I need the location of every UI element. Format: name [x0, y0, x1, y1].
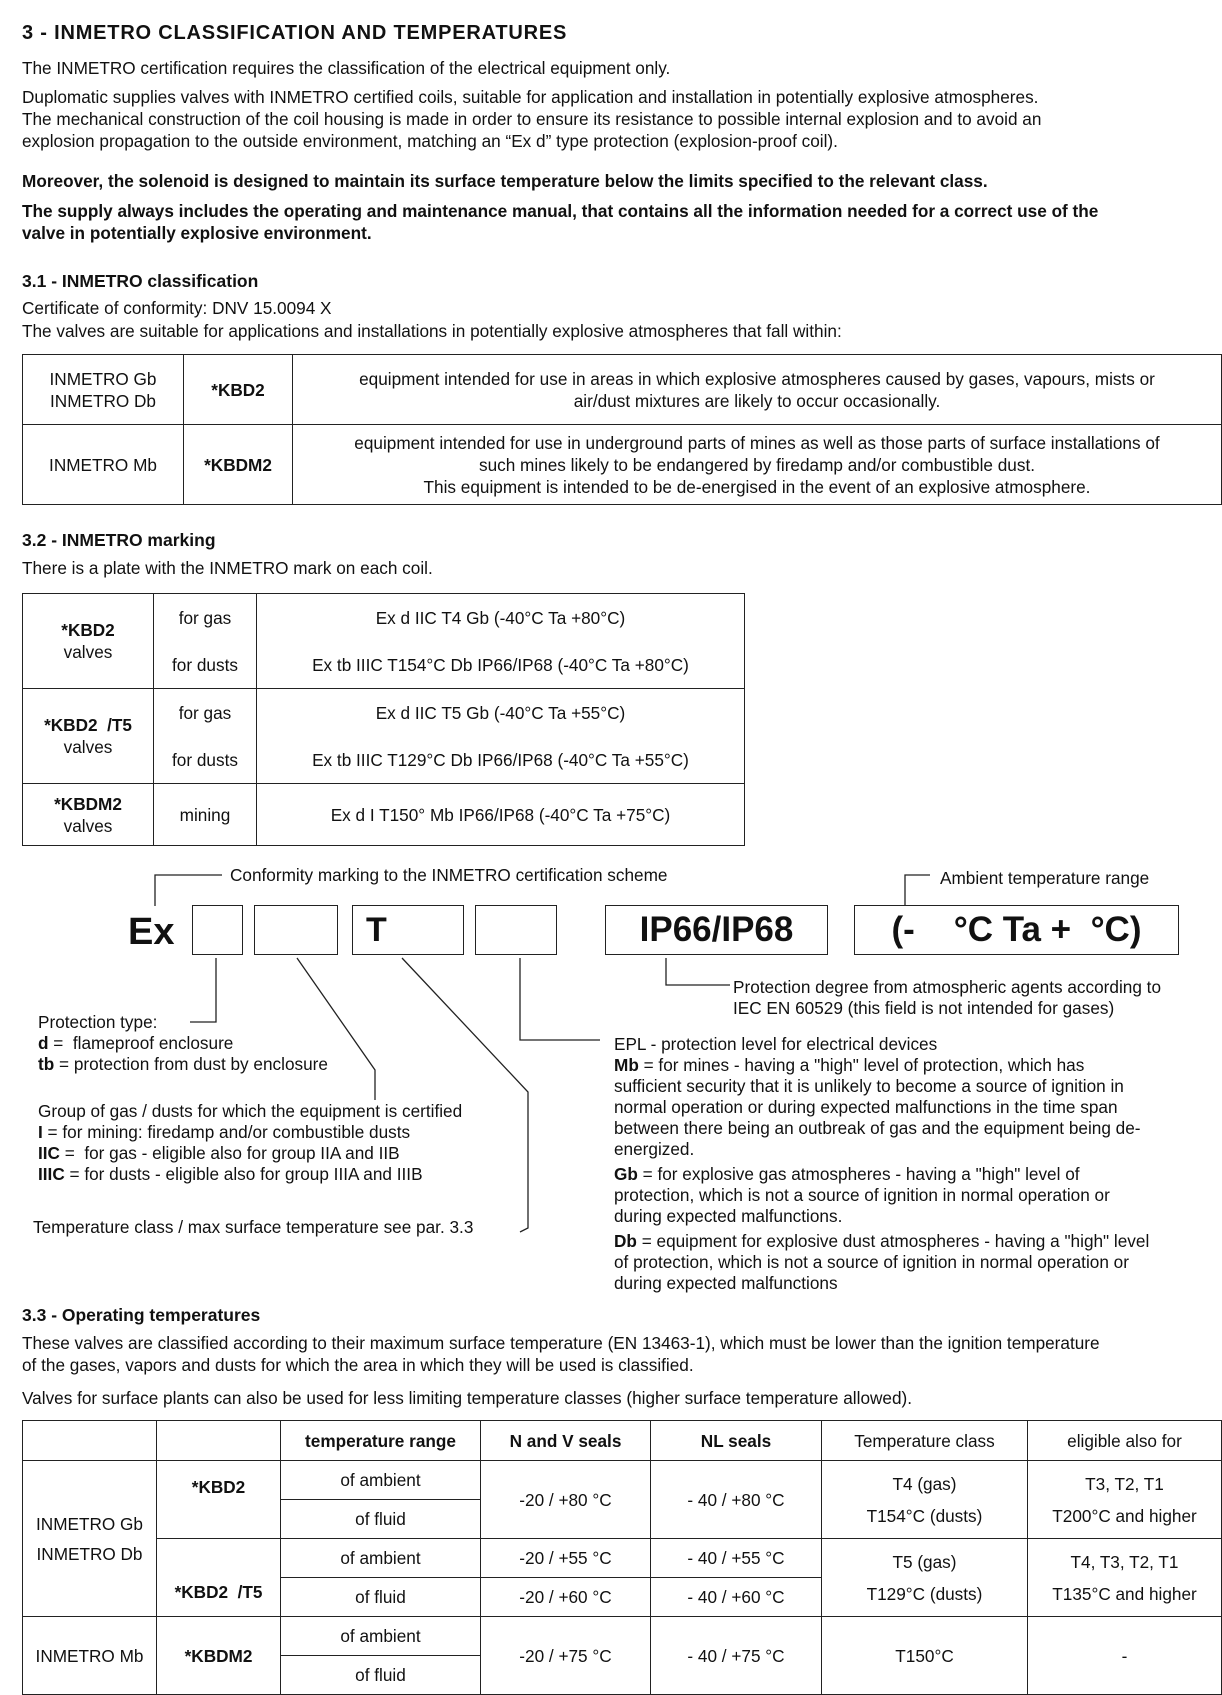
valve-sub: valves — [63, 737, 113, 757]
class-line: T4 (gas) — [892, 1473, 957, 1494]
intro-paragraph-1: The INMETRO certification requires the classification of the electrical equipment only. — [22, 58, 671, 78]
header-cell — [157, 1421, 281, 1461]
table-row — [23, 1539, 1222, 1578]
nv-seals-cell: -20 / +55 °C — [481, 1539, 651, 1578]
eligible-cell — [1028, 1539, 1222, 1617]
marking-text: There is a plate with the INMETRO mark on each coil. — [22, 558, 433, 578]
legend-text: during expected malfunctions. — [614, 1206, 843, 1226]
epl-label: INMETRO Db — [36, 1543, 143, 1564]
nl-seals-cell: - 40 / +60 °C — [651, 1578, 822, 1617]
operating-temp-paragraph — [22, 1332, 1200, 1376]
section-heading: 3 - INMETRO CLASSIFICATION AND TEMPERATURES — [22, 22, 568, 44]
ambient-range-box: (- °C Ta + °C) — [854, 905, 1179, 955]
epl-cell — [23, 1461, 157, 1617]
description-line: such mines likely to be endangered by firedamp and/or combustible dust. — [478, 454, 1036, 475]
legend-key: tb — [38, 1054, 55, 1074]
legend-text: = protection from dust by enclosure — [54, 1054, 328, 1074]
legend-item — [38, 1143, 462, 1164]
use-cell: mining — [154, 784, 257, 846]
ip-box: IP66/IP68 — [605, 905, 828, 955]
code-cell: *KBDM2 — [157, 1617, 281, 1695]
epl-cell: INMETRO Mb — [23, 425, 184, 505]
intro-p2-line: The mechanical construction of the coil housing is made in order to ensure its resistance to possible internal explosion and to avoid an — [22, 109, 1042, 129]
intro-p2-line: explosion propagation to the outside environment, matching an “Ex d” type protection (explosion-proof coil). — [22, 131, 838, 151]
intro-paragraph-3: Moreover, the solenoid is designed to maintain its surface temperature below the limits specified to the relevant class. — [22, 171, 988, 191]
class-cell — [822, 1461, 1028, 1539]
legend-title: EPL - protection level for electrical devices — [614, 1034, 938, 1054]
description-line: air/dust mixtures are likely to occur occasionally. — [573, 390, 941, 411]
legend-item — [614, 1164, 1200, 1185]
paragraph-line: of the gases, vapors and dusts for which the area in which they will be used is classified. — [22, 1355, 694, 1375]
protection-type-box — [192, 905, 243, 955]
header-cell: N and V seals — [481, 1421, 651, 1461]
eligible-cell — [1028, 1461, 1222, 1539]
header-cell: eligible also for — [1028, 1421, 1222, 1461]
paragraph-line: These valves are classified according to their maximum surface temperature (EN 13463-1), which must be lower than the ignition temperature — [22, 1333, 1100, 1353]
temperature-class-note: Temperature class / max surface temperature see par. 3.3 — [33, 1217, 474, 1237]
description-line: equipment intended for use in areas in which explosive atmospheres caused by gases, vapours, mists or — [359, 368, 1155, 389]
legend-item — [38, 1033, 328, 1054]
header-cell: Temperature class — [822, 1421, 1028, 1461]
intro-p4-line: The supply always includes the operating and maintenance manual, that contains all the information needed for a correct use of the — [22, 201, 1099, 221]
legend-text: during expected malfunctions — [614, 1273, 838, 1293]
nl-seals-cell: - 40 / +80 °C — [651, 1461, 822, 1539]
range-cell: of ambient — [281, 1617, 481, 1656]
protection-degree-line: IEC EN 60529 (this field is not intended for gases) — [733, 998, 1115, 1018]
eligible-cell: - — [1028, 1617, 1222, 1695]
description-line: equipment intended for use in underground parts of mines as well as those parts of surface installations of — [354, 432, 1160, 453]
epl-label: INMETRO Gb — [49, 368, 157, 389]
legend-title: Protection type: — [38, 1012, 158, 1032]
range-cell: of fluid — [281, 1500, 481, 1539]
conformity-label: Conformity marking to the INMETRO certification scheme — [230, 865, 668, 885]
class-cell — [822, 1539, 1028, 1617]
class-line: T154°C (dusts) — [866, 1505, 983, 1526]
class-line: T129°C (dusts) — [866, 1583, 983, 1604]
legend-item — [614, 1055, 1200, 1076]
legend-text: = for mining: firedamp and/or combustible dusts — [42, 1122, 411, 1142]
legend-key: I — [38, 1122, 43, 1142]
legend-text: = for mines - having a "high" level of protection, which has — [638, 1055, 1085, 1075]
legend-key: d — [38, 1033, 49, 1053]
legend-text: = flameproof enclosure — [48, 1033, 234, 1053]
group-box — [254, 905, 338, 955]
subsection-title-3-2: 3.2 - INMETRO marking — [22, 530, 216, 550]
surface-plants-text: Valves for surface plants can also be used for less limiting temperature classes (higher surface temperature allowed). — [22, 1388, 913, 1408]
table-row — [23, 1617, 1222, 1656]
code-cell: *KBD2 — [184, 355, 293, 425]
range-cell: of fluid — [281, 1578, 481, 1617]
header-cell: NL seals — [651, 1421, 822, 1461]
code-cell: *KBD2 — [157, 1461, 281, 1539]
nl-seals-cell: - 40 / +55 °C — [651, 1539, 822, 1578]
legend-key: Db — [614, 1231, 637, 1251]
protection-degree-line: Protection degree from atmospheric agents according to — [733, 977, 1162, 997]
legend-text: = for gas - eligible also for group IIA and IIB — [59, 1143, 400, 1163]
protection-type-legend — [38, 1012, 328, 1075]
legend-text: = for dusts - eligible also for group IIIA and IIIB — [64, 1164, 423, 1184]
header-cell: temperature range — [281, 1421, 481, 1461]
legend-text: = for explosive gas atmospheres - having a "high" level of — [637, 1164, 1080, 1184]
legend-key: Gb — [614, 1164, 638, 1184]
legend-key: IIC — [38, 1143, 60, 1163]
epl-label: INMETRO Gb — [36, 1513, 143, 1534]
valve-code: *KBDM2 — [54, 793, 122, 814]
legend-item — [38, 1054, 328, 1075]
range-cell: of fluid — [281, 1656, 481, 1695]
range-cell: of ambient — [281, 1461, 481, 1500]
epl-cell: INMETRO Mb — [23, 1617, 157, 1695]
nl-seals-cell: - 40 / +75 °C — [651, 1617, 822, 1695]
legend-text: of protection, which is not a source of ignition in normal operation or — [614, 1252, 1129, 1272]
range-cell: of ambient — [281, 1539, 481, 1578]
mark-cell: Ex tb IIIC T129°C Db IP66/IP68 (-40°C Ta +55°C) — [257, 737, 745, 784]
valve-code: *KBD2 — [61, 620, 115, 640]
legend-text: sufficient security that it is unlikely to become a source of ignition in — [614, 1076, 1124, 1096]
code-cell: *KBD2 /T5 — [157, 1539, 281, 1617]
epl-legend — [614, 1034, 1200, 1294]
nv-seals-cell: -20 / +80 °C — [481, 1461, 651, 1539]
use-cell: for gas — [154, 594, 257, 642]
ambient-label: Ambient temperature range — [940, 868, 1150, 888]
legend-item — [38, 1164, 462, 1185]
use-cell: for dusts — [154, 642, 257, 689]
suitability-text: The valves are suitable for applications and installations in potentially explosive atmospheres that fall within: — [22, 321, 842, 341]
class-cell: T150°C — [822, 1617, 1028, 1695]
legend-text: energized. — [614, 1139, 695, 1159]
epl-label: INMETRO Db — [50, 390, 156, 411]
use-cell: for gas — [154, 689, 257, 737]
eligible-line: T135°C and higher — [1052, 1583, 1197, 1604]
mark-cell: Ex tb IIIC T154°C Db IP66/IP68 (-40°C Ta +80°C) — [257, 642, 745, 689]
eligible-line: T3, T2, T1 — [1085, 1473, 1164, 1494]
legend-item — [38, 1122, 462, 1143]
use-cell: for dusts — [154, 737, 257, 784]
eligible-line: T200°C and higher — [1052, 1505, 1197, 1526]
code-cell: *KBDM2 — [184, 425, 293, 505]
legend-key: IIIC — [38, 1164, 65, 1184]
valve-sub: valves — [63, 815, 113, 836]
class-line: T5 (gas) — [892, 1551, 957, 1572]
certificate-text: Certificate of conformity: DNV 15.0094 X — [22, 298, 332, 318]
subsection-title-3-3: 3.3 - Operating temperatures — [22, 1305, 261, 1325]
table-header-row — [23, 1421, 1222, 1461]
ex-symbol: Ex — [128, 911, 175, 953]
intro-p2-line: Duplomatic supplies valves with INMETRO certified coils, suitable for application and installation in potentially explosive atmospheres. — [22, 87, 1039, 107]
description-line: This equipment is intended to be de-energised in the event of an explosive atmosphere. — [423, 476, 1091, 497]
header-cell — [23, 1421, 157, 1461]
mark-cell: Ex d IIC T4 Gb (-40°C Ta +80°C) — [257, 594, 745, 642]
intro-p4-line: valve in potentially explosive environment. — [22, 223, 372, 243]
table-row — [23, 1461, 1222, 1500]
nv-seals-cell: -20 / +60 °C — [481, 1578, 651, 1617]
group-legend — [38, 1101, 462, 1185]
operating-temperatures-table — [22, 1420, 1222, 1695]
legend-item — [614, 1231, 1200, 1252]
valve-sub: valves — [63, 642, 113, 662]
legend-text: protection, which is not a source of ignition in normal operation or — [614, 1185, 1110, 1205]
epl-box — [475, 905, 557, 955]
legend-text: normal operation or during expected malfunctions in the time span — [614, 1097, 1118, 1117]
legend-text: = equipment for explosive dust atmospheres - having a "high" level — [636, 1231, 1150, 1251]
legend-title: Group of gas / dusts for which the equipment is certified — [38, 1101, 463, 1121]
temperature-class-letter: T — [366, 911, 387, 949]
legend-text: between there being an outbreak of gas and the equipment being de- — [614, 1118, 1141, 1138]
eligible-line: T4, T3, T2, T1 — [1070, 1551, 1179, 1572]
mark-cell: Ex d IIC T5 Gb (-40°C Ta +55°C) — [257, 689, 745, 737]
legend-key: Mb — [614, 1055, 639, 1075]
valve-code: *KBD2 /T5 — [44, 715, 132, 735]
subsection-title-3-1: 3.1 - INMETRO classification — [22, 271, 259, 291]
protection-degree-label — [733, 977, 1200, 1019]
nv-seals-cell: -20 / +75 °C — [481, 1617, 651, 1695]
mark-cell: Ex d I T150° Mb IP66/IP68 (-40°C Ta +75°C) — [257, 784, 745, 846]
